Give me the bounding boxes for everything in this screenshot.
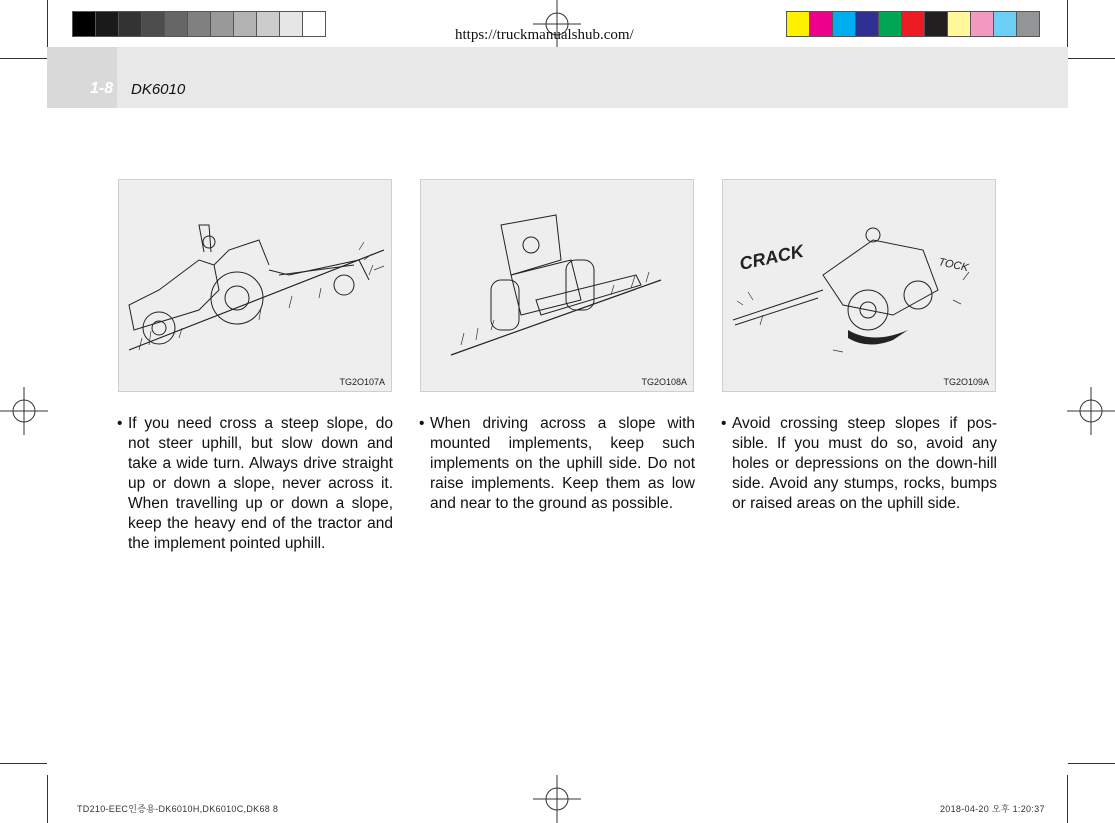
tractor-across-slope-illustration xyxy=(421,180,693,391)
tractor-slope-illustration xyxy=(119,180,391,391)
grayscale-calibration-bar xyxy=(72,11,326,37)
crop-mark xyxy=(0,763,47,764)
color-swatch xyxy=(879,12,902,36)
text-column-2 xyxy=(419,414,695,514)
color-swatch xyxy=(833,12,856,36)
gray-swatch xyxy=(142,12,165,36)
print-timestamp: 2018-04-20 오후 1:20:37 xyxy=(940,804,1045,814)
figure-code: TG2O107A xyxy=(339,377,385,387)
color-swatch xyxy=(810,12,833,36)
figure-slope-across xyxy=(420,179,694,392)
color-swatch xyxy=(994,12,1017,36)
crop-mark xyxy=(1068,58,1115,59)
color-swatch xyxy=(787,12,810,36)
caption-tock: TOCK xyxy=(937,256,970,275)
figure-code: TG2O108A xyxy=(641,377,687,387)
figure-slope-uphill xyxy=(118,179,392,392)
crop-mark xyxy=(47,775,48,823)
registration-mark-icon xyxy=(533,775,581,823)
gray-swatch xyxy=(234,12,257,36)
gray-swatch xyxy=(73,12,96,36)
crop-mark xyxy=(1067,0,1068,47)
crop-mark xyxy=(0,58,47,59)
caption-crack: CRACK xyxy=(737,240,806,274)
gray-swatch xyxy=(257,12,280,36)
source-url: https://truckmanualshub.com/ xyxy=(455,27,634,43)
bullet: • xyxy=(117,415,123,432)
color-swatch xyxy=(925,12,948,36)
figure-code: TG2O109A xyxy=(943,377,989,387)
color-swatch xyxy=(856,12,879,36)
bullet: • xyxy=(721,415,727,432)
color-calibration-bar xyxy=(786,11,1040,37)
gray-swatch xyxy=(303,12,325,36)
print-slug: TD210-EEC인증용-DK6010H,DK6010C,DK68 8 xyxy=(77,804,279,814)
tractor-hazards-illustration xyxy=(723,180,995,391)
gray-swatch xyxy=(188,12,211,36)
bullet: • xyxy=(419,415,425,432)
gray-swatch xyxy=(280,12,303,36)
text-column-3 xyxy=(721,414,997,514)
text-column-1 xyxy=(117,414,393,554)
crop-mark xyxy=(47,0,48,47)
gray-swatch xyxy=(119,12,142,36)
paragraph: When driving across a slope with mounted implements, keep such implements on the uphill side. Do not raise implements. Keep them as low and near to the ground as possible. xyxy=(430,415,695,512)
color-swatch xyxy=(1017,12,1039,36)
color-swatch xyxy=(948,12,971,36)
gray-swatch xyxy=(165,12,188,36)
gray-swatch xyxy=(96,12,119,36)
color-swatch xyxy=(902,12,925,36)
crop-mark xyxy=(1067,775,1068,823)
model-name: DK6010 xyxy=(131,81,186,98)
page-number-box xyxy=(47,47,117,108)
figure-slope-hazards xyxy=(722,179,996,392)
registration-mark-icon xyxy=(0,387,48,435)
registration-mark-icon xyxy=(1067,387,1115,435)
crop-mark xyxy=(1068,763,1115,764)
paragraph: If you need cross a steep slope, do not steer uphill, but slow down and take a wide turn. Always drive straight up or down a slope, never across it. When travelling up or down a slope, keep the heavy end of the tractor and the implement pointed uphill. xyxy=(128,415,393,552)
gray-swatch xyxy=(211,12,234,36)
paragraph: Avoid crossing steep slopes if pos-sible. If you must do so, avoid any holes or depressions on the down-hill side. Avoid any stumps, rocks, bumps or raised areas on the uphill side. xyxy=(732,415,997,512)
color-swatch xyxy=(971,12,994,36)
page-number: 1-8 xyxy=(90,80,114,97)
page-header-band xyxy=(47,47,1068,108)
